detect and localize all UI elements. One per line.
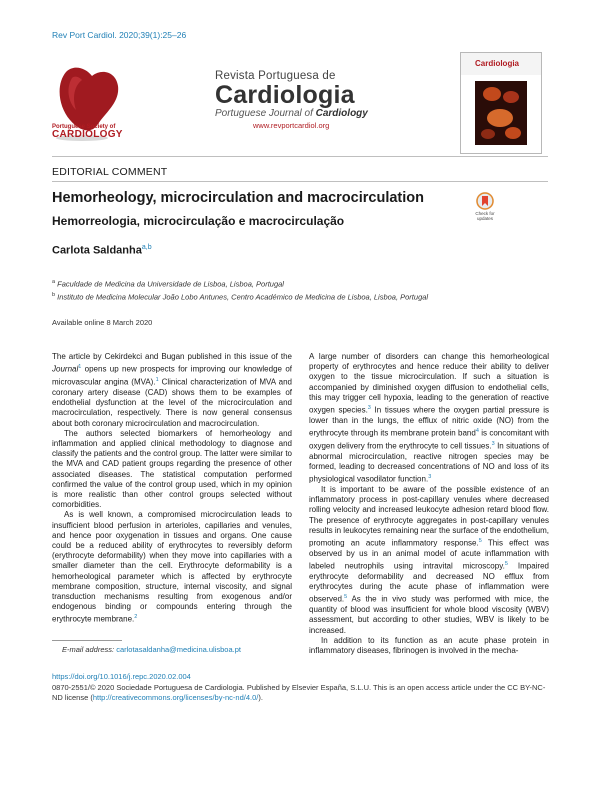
ref-link[interactable]: 5 [478,538,482,545]
available-online-date: Available online 8 March 2020 [52,318,153,327]
journal-name-english: Portuguese Journal of Cardiology [215,108,368,119]
body-column-right [309,352,549,656]
affiliation-b: $^b$ Instituto de Medicina Molecular João Lobo Antunes, Centro Académico de Medicina de Lisboa, Lisboa, Portugal [52,292,429,302]
ref-link[interactable]: 2 [134,614,138,621]
article-title: Hemorheology, microcirculation and macrocirculation [52,190,424,206]
section-label: EDITORIAL COMMENT [52,166,168,178]
society-name: Portuguese Society of CARDIOLOGY [52,124,123,140]
journal-url-link[interactable]: www.revportcardiol.org [253,121,330,130]
section-divider [52,181,548,182]
ref-link[interactable]: 3 [491,440,495,447]
author-email-footnote: E-mail address: carlotasaldanha@medicina.ulisboa.pt [62,645,241,654]
check-for-updates-button[interactable]: Check for updates [472,192,498,224]
paragraph: In addition to its function as an acute phase protein in inflammatory diseases, fibrinogen is involved in the mecha- [309,635,549,656]
journal-name-main: Cardiologia [215,81,355,109]
doi-link[interactable]: https://doi.org/10.1016/j.repc.2020.02.004 [52,672,191,681]
body-column-left [52,352,292,625]
paragraph: As is well known, a compromised microcirculation leads to insufficient blood perfusion in arterioles, capillaries and venules, and hence poor oxygenation in tissues and organs. One cause could be a reduced ability of erythrocytes to reversibly deform (erythrocyte deformability) when they move into capillaries with a smaller diameter than the cell. Erythrocyte deformability is a hemorheological parameter which is affected by erythrocyte membrane composition, structure, internal viscosity, and signal transduction mechanisms resulting from exogenous and/or endogenous binding or compounds entering through the erythrocyte membrane.$^2$ [52,510,292,625]
ref-link[interactable]: 3 [367,405,371,412]
journal-masthead [215,70,415,130]
ref-link[interactable]: 5 [344,594,348,601]
article-subtitle: Hemorreologia, microcirculação e macrocirculação [52,214,345,228]
license-link[interactable]: http://creativecommons.org/licenses/by-nc-nd/4.0/ [92,693,259,702]
ref-link[interactable]: 3 [428,474,432,481]
bookmark-icon [476,192,494,210]
license-statement: 0870-2551/© 2020 Sociedade Portuguesa de Cardiologia. Published by Elsevier España, S.L.U. This is an open access article under the CC BY-NC-ND license (http://creativecommons.org/licenses/by-nc-nd/4.0/). [52,683,546,702]
cover-image [475,81,527,145]
journal-cover-thumbnail [460,52,542,154]
cover-title: Cardiologia [475,59,520,68]
journal-citation[interactable]: Rev Port Cardiol. 2020;39(1):25–26 [52,30,187,40]
journal-name-top: Revista Portuguesa de [215,70,336,82]
email-link[interactable]: carlotasaldanha@medicina.ulisboa.pt [116,645,241,654]
ref-link[interactable]: 5 [504,561,508,568]
ref-link[interactable]: 1 [78,364,82,371]
paragraph: It is important to be aware of the possible existence of an inflammatory process in post-capillary venules where decreased rolling velocity and increased leukocyte adhesion retard blood flow. The presence of erythrocyte aggregates in post-capillary venules results in leukocytes remaining near the surface of the endothelium, promoting an acute inflammatory response.$^5$ This effect was observed by us in an animal model of acute inflammation with labeled neutrophils using intravital microscopy.$^5$ Impaired erythrocyte deformability and decreased NO efflux from erythrocytes during the acute phase of inflammation were observed.$^5$ As the in vivo study was performed with mice, the quantity of blood was insufficient for whole blood viscosity (WBV) assessment, but according to other studies, WBV is likely to be increased. [309,485,549,635]
paragraph: The article by Cekirdekci and Bugan published in this issue of the Journal$^1$ opens up new prospects for improving our knowledge of microvascular angina (MVA).$^1$ Clinical characterization of MVA and coronary artery disease (CAD) shows them to be examples of endothelial dysfunction at the level of the microcirculation and macrocirculation, respectively. There is now general consensus about both coronary microcirculation and macrocirculation. [52,352,292,428]
paragraph: A large number of disorders can change this hemorheological property of erythrocytes and hence reduce their ability to deliver oxygen to the tissue microcirculation. If such a situation is accompanied by diminished oxygen diffusion to endothelial cells, this may trigger cell hypoxia, leading to the generation of reactive oxygen species.$^3$ In tissues where the oxygen partial pressure is lower than in the lungs, the efflux of nitric oxide (NO) from the erythrocyte through its membrane protein band$^4$ is concomitant with oxygen delivery from the erythrocyte to cell tissues.$^3$ In situations of abnormal microcirculation, reactive nitrogen species may be formed, leading to decreased concentrations of NO and loss of its physiological vasodilator function.$^3$ [309,352,549,484]
ref-link[interactable]: 1 [155,377,159,384]
paragraph: The authors selected biomarkers of hemorheology and inflammation and applied clinical methodology to diagnose and classify the patients and the control group. The latter were similar to the MVA and CAD patient groups regarding the presence of other associated diseases. The statistical computation performed confirmed the value of the control group used, which in my opinion is more realistic than other control groups selected without comorbidities. [52,428,292,510]
author-name[interactable]: Carlota Saldanha$^{a,b}$ [52,244,152,257]
header-divider [52,156,548,157]
footnote-divider [52,640,122,641]
ref-link[interactable]: 4 [475,428,479,435]
affiliation-a: $^a$ Faculdade de Medicina da Universidade de Lisboa, Lisboa, Portugal [52,279,284,289]
